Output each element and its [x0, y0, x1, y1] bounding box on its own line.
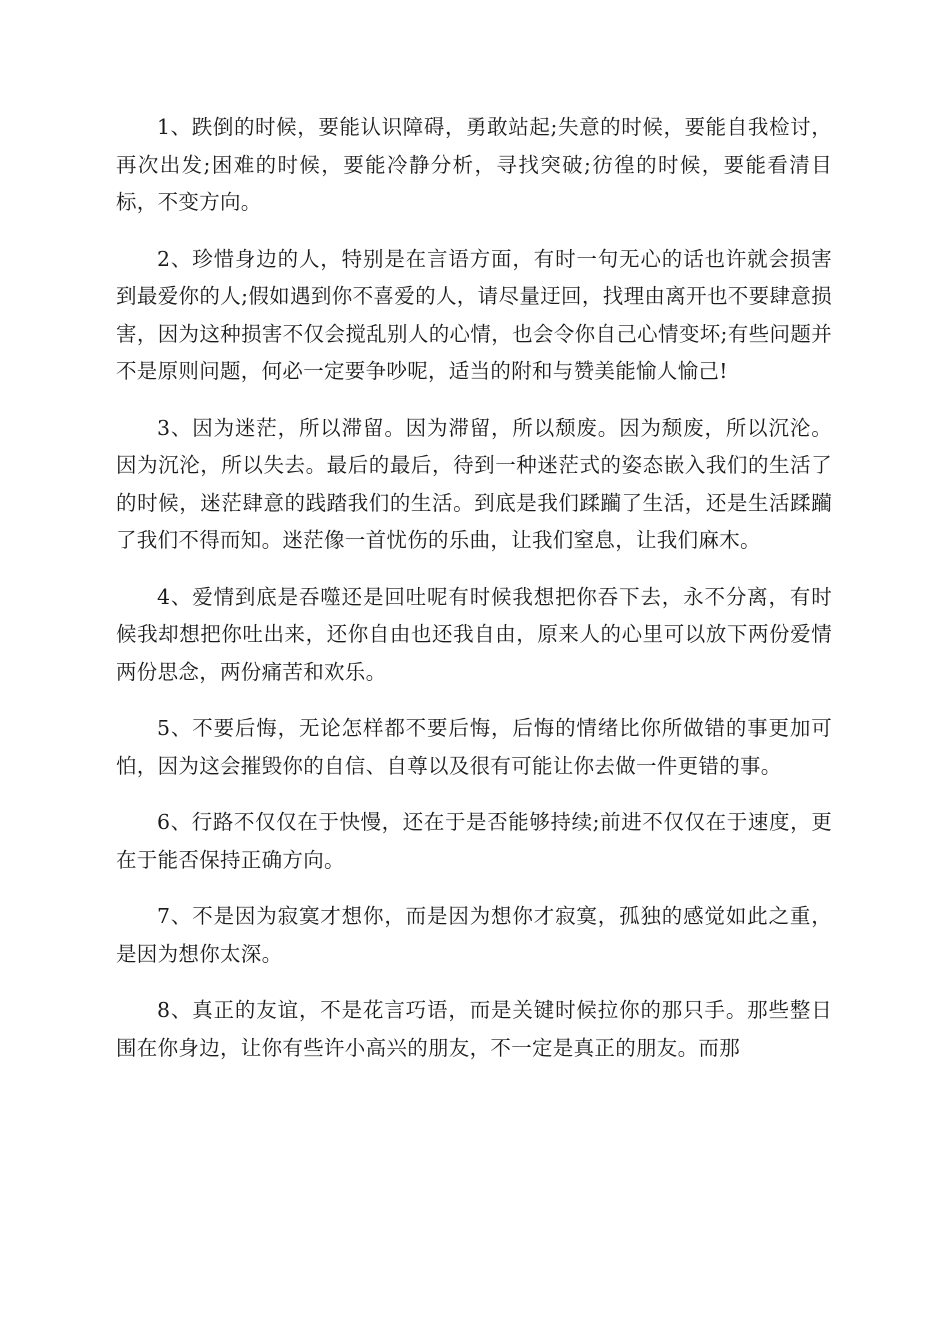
paragraph-1: 1、跌倒的时候，要能认识障碍，勇敢站起;失意的时候，要能自我检讨，再次出发;困难的时候，要能冷静分析，寻找突破;彷徨的时候，要能看清目标，不变方向。	[116, 115, 832, 214]
paragraph-7: 7、不是因为寂寞才想你，而是因为想你才寂寞，孤独的感觉如此之重，是因为想你太深。	[116, 904, 832, 966]
paragraph-6: 6、行路不仅仅在于快慢，还在于是否能够持续;前进不仅仅在于速度，更在于能否保持正确方向。	[116, 810, 832, 872]
paragraph-3: 3、因为迷茫，所以滞留。因为滞留，所以颓废。因为颓废，所以沉沦。因为沉沦，所以失去。最后的最后，待到一种迷茫式的姿态嵌入我们的生活了的时候，迷茫肆意的践踏我们的生活。到底是我们蹂躏了生活，还是生活蹂躏了我们不得而知。迷茫像一首忧伤的乐曲，让我们窒息，让我们麻木。	[116, 415, 832, 552]
document-body	[116, 109, 832, 1086]
paragraph-5: 5、不要后悔，无论怎样都不要后悔，后悔的情绪比你所做错的事更加可怕，因为这会摧毁你的自信、自尊以及很有可能让你去做一件更错的事。	[116, 716, 832, 778]
paragraph-4: 4、爱情到底是吞噬还是回吐呢有时候我想把你吞下去，永不分离，有时候我却想把你吐出来，还你自由也还我自由，原来人的心里可以放下两份爱情两份思念，两份痛苦和欢乐。	[116, 584, 832, 684]
paragraph-8: 8、真正的友谊，不是花言巧语，而是关键时候拉你的那只手。那些整日围在你身边，让你有些许小高兴的朋友，不一定是真正的朋友。而那	[116, 998, 832, 1060]
paragraph-2: 2、珍惜身边的人，特别是在言语方面，有时一句无心的话也许就会损害到最爱你的人;假如遇到你不喜爱的人，请尽量迂回，找理由离开也不要肆意损害，因为这种损害不仅会搅乱别人的心情，也会令你自己心情变坏;有些问题并不是原则问题，何必一定要争吵呢，适当的附和与赞美能愉人愉己!	[116, 246, 832, 383]
